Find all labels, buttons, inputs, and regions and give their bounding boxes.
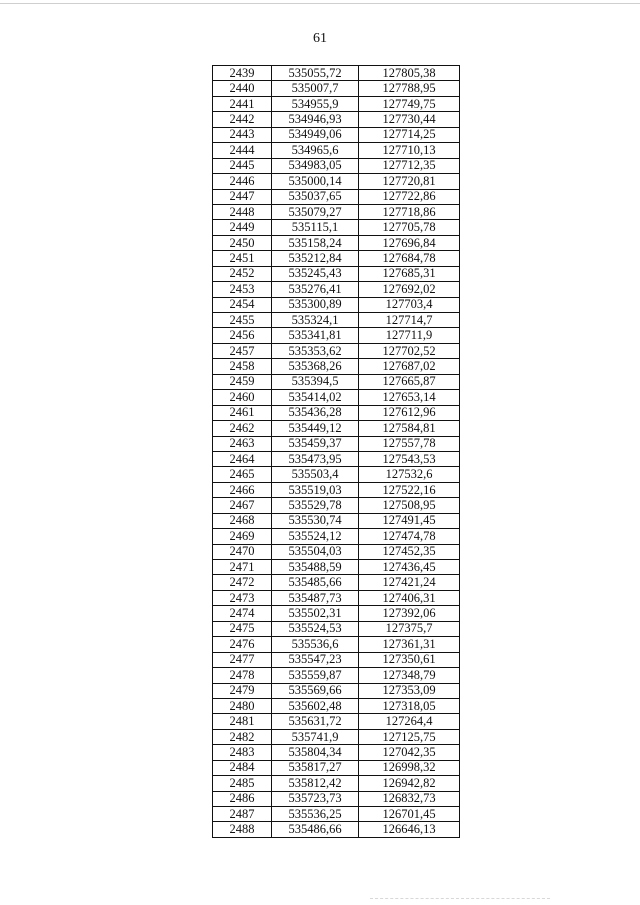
point-number-cell: 2456 [213,328,272,343]
y-coordinate-cell: 127361,31 [359,637,460,652]
point-number-cell: 2459 [213,374,272,389]
table-row [213,652,460,667]
y-coordinate-cell: 127703,4 [359,297,460,312]
x-coordinate-cell: 535488,59 [272,560,359,575]
x-coordinate-cell: 535519,03 [272,482,359,497]
table-row [213,575,460,590]
point-number-cell: 2441 [213,96,272,111]
x-coordinate-cell: 535817,27 [272,760,359,775]
x-coordinate-cell: 535079,27 [272,204,359,219]
table-row [213,343,460,358]
top-rule [0,3,640,4]
x-coordinate-cell: 535485,66 [272,575,359,590]
x-coordinate-cell: 535723,73 [272,791,359,806]
y-coordinate-cell: 127714,7 [359,313,460,328]
x-coordinate-cell: 535055,72 [272,66,359,81]
table-row [213,791,460,806]
point-number-cell: 2469 [213,529,272,544]
y-coordinate-cell: 127532,6 [359,467,460,482]
table-row [213,729,460,744]
point-number-cell: 2458 [213,359,272,374]
page-number: 61 [313,31,327,46]
x-coordinate-cell: 535459,37 [272,436,359,451]
x-coordinate-cell: 535529,78 [272,498,359,513]
table-row [213,282,460,297]
y-coordinate-cell: 126646,13 [359,822,460,837]
x-coordinate-cell: 535276,41 [272,282,359,297]
table-row [213,745,460,760]
y-coordinate-cell: 127557,78 [359,436,460,451]
point-number-cell: 2452 [213,266,272,281]
table-row [213,328,460,343]
table-row [213,560,460,575]
point-number-cell: 2476 [213,637,272,652]
x-coordinate-cell: 535007,7 [272,81,359,96]
y-coordinate-cell: 127125,75 [359,729,460,744]
point-number-cell: 2443 [213,127,272,142]
y-coordinate-cell: 127491,45 [359,513,460,528]
y-coordinate-cell: 127805,38 [359,66,460,81]
point-number-cell: 2447 [213,189,272,204]
point-number-cell: 2453 [213,282,272,297]
point-number-cell: 2482 [213,729,272,744]
table-row [213,266,460,281]
y-coordinate-cell: 127318,05 [359,698,460,713]
y-coordinate-cell: 127687,02 [359,359,460,374]
table-row [213,127,460,142]
y-coordinate-cell: 126701,45 [359,807,460,822]
table-row [213,204,460,219]
table-row [213,513,460,528]
x-coordinate-cell: 535473,95 [272,451,359,466]
x-coordinate-cell: 535212,84 [272,251,359,266]
x-coordinate-cell: 535353,62 [272,343,359,358]
point-number-cell: 2465 [213,467,272,482]
table-row [213,112,460,127]
y-coordinate-cell: 127788,95 [359,81,460,96]
x-coordinate-cell: 534946,93 [272,112,359,127]
point-number-cell: 2488 [213,822,272,837]
bottom-dashed-rule [370,898,550,899]
x-coordinate-cell: 535547,23 [272,652,359,667]
x-coordinate-cell: 535414,02 [272,390,359,405]
x-coordinate-cell: 534955,9 [272,96,359,111]
y-coordinate-cell: 127722,86 [359,189,460,204]
y-coordinate-cell: 127730,44 [359,112,460,127]
table-row [213,606,460,621]
x-coordinate-cell: 535536,6 [272,637,359,652]
table-row [213,421,460,436]
table-row [213,374,460,389]
table-row [213,81,460,96]
point-number-cell: 2483 [213,745,272,760]
table-row [213,822,460,837]
y-coordinate-cell: 127665,87 [359,374,460,389]
x-coordinate-cell: 535449,12 [272,421,359,436]
point-number-cell: 2477 [213,652,272,667]
y-coordinate-cell: 127692,02 [359,282,460,297]
point-number-cell: 2464 [213,451,272,466]
point-number-cell: 2440 [213,81,272,96]
table-row [213,220,460,235]
point-number-cell: 2486 [213,791,272,806]
table-row [213,668,460,683]
y-coordinate-cell: 127348,79 [359,668,460,683]
point-number-cell: 2471 [213,560,272,575]
x-coordinate-cell: 535530,74 [272,513,359,528]
table-row [213,467,460,482]
table-row [213,698,460,713]
table-row [213,251,460,266]
y-coordinate-cell: 127684,78 [359,251,460,266]
point-number-cell: 2475 [213,621,272,636]
x-coordinate-cell: 535524,12 [272,529,359,544]
y-coordinate-cell: 127436,45 [359,560,460,575]
table-row [213,297,460,312]
point-number-cell: 2473 [213,590,272,605]
point-number-cell: 2484 [213,760,272,775]
y-coordinate-cell: 127042,35 [359,745,460,760]
point-number-cell: 2481 [213,714,272,729]
y-coordinate-cell: 127353,09 [359,683,460,698]
point-number-cell: 2480 [213,698,272,713]
table-row [213,359,460,374]
x-coordinate-cell: 535487,73 [272,590,359,605]
y-coordinate-cell: 127584,81 [359,421,460,436]
table-row [213,313,460,328]
x-coordinate-cell: 535741,9 [272,729,359,744]
x-coordinate-cell: 535300,89 [272,297,359,312]
x-coordinate-cell: 535368,26 [272,359,359,374]
point-number-cell: 2479 [213,683,272,698]
table-row [213,683,460,698]
y-coordinate-cell: 127718,86 [359,204,460,219]
x-coordinate-cell: 535804,34 [272,745,359,760]
point-number-cell: 2461 [213,405,272,420]
coordinates-table [212,65,460,838]
point-number-cell: 2468 [213,513,272,528]
point-number-cell: 2472 [213,575,272,590]
table-row [213,189,460,204]
y-coordinate-cell: 127421,24 [359,575,460,590]
x-coordinate-cell: 535631,72 [272,714,359,729]
y-coordinate-cell: 127522,16 [359,482,460,497]
y-coordinate-cell: 127350,61 [359,652,460,667]
x-coordinate-cell: 535503,4 [272,467,359,482]
table-row [213,760,460,775]
x-coordinate-cell: 535502,31 [272,606,359,621]
y-coordinate-cell: 127702,52 [359,343,460,358]
table-row [213,143,460,158]
table-row [213,807,460,822]
y-coordinate-cell: 127543,53 [359,451,460,466]
point-number-cell: 2462 [213,421,272,436]
x-coordinate-cell: 535436,28 [272,405,359,420]
x-coordinate-cell: 535536,25 [272,807,359,822]
x-coordinate-cell: 534965,6 [272,143,359,158]
x-coordinate-cell: 535504,03 [272,544,359,559]
x-coordinate-cell: 535341,81 [272,328,359,343]
x-coordinate-cell: 535245,43 [272,266,359,281]
table-row [213,436,460,451]
point-number-cell: 2450 [213,235,272,250]
y-coordinate-cell: 127711,9 [359,328,460,343]
x-coordinate-cell: 534983,05 [272,158,359,173]
table-row [213,96,460,111]
y-coordinate-cell: 127264,4 [359,714,460,729]
point-number-cell: 2445 [213,158,272,173]
table-row [213,544,460,559]
point-number-cell: 2470 [213,544,272,559]
table-row [213,482,460,497]
table-row [213,714,460,729]
table-row [213,390,460,405]
x-coordinate-cell: 535524,53 [272,621,359,636]
table-row [213,158,460,173]
y-coordinate-cell: 127714,25 [359,127,460,142]
y-coordinate-cell: 127685,31 [359,266,460,281]
x-coordinate-cell: 535602,48 [272,698,359,713]
point-number-cell: 2439 [213,66,272,81]
y-coordinate-cell: 126942,82 [359,776,460,791]
y-coordinate-cell: 127710,13 [359,143,460,158]
point-number-cell: 2444 [213,143,272,158]
x-coordinate-cell: 535000,14 [272,174,359,189]
point-number-cell: 2442 [213,112,272,127]
x-coordinate-cell: 535559,87 [272,668,359,683]
table-row [213,529,460,544]
coordinates-table-body [213,66,460,838]
x-coordinate-cell: 535486,66 [272,822,359,837]
table-row [213,776,460,791]
table-row [213,174,460,189]
x-coordinate-cell: 535324,1 [272,313,359,328]
point-number-cell: 2487 [213,807,272,822]
point-number-cell: 2448 [213,204,272,219]
point-number-cell: 2451 [213,251,272,266]
y-coordinate-cell: 127653,14 [359,390,460,405]
table-row [213,405,460,420]
y-coordinate-cell: 127705,78 [359,220,460,235]
y-coordinate-cell: 127720,81 [359,174,460,189]
x-coordinate-cell: 534949,06 [272,127,359,142]
x-coordinate-cell: 535394,5 [272,374,359,389]
table-row [213,637,460,652]
y-coordinate-cell: 127612,96 [359,405,460,420]
y-coordinate-cell: 127406,31 [359,590,460,605]
table-row [213,590,460,605]
point-number-cell: 2455 [213,313,272,328]
y-coordinate-cell: 127375,7 [359,621,460,636]
y-coordinate-cell: 127508,95 [359,498,460,513]
x-coordinate-cell: 535115,1 [272,220,359,235]
y-coordinate-cell: 127749,75 [359,96,460,111]
y-coordinate-cell: 127392,06 [359,606,460,621]
y-coordinate-cell: 127696,84 [359,235,460,250]
point-number-cell: 2474 [213,606,272,621]
y-coordinate-cell: 126832,73 [359,791,460,806]
table-row [213,621,460,636]
point-number-cell: 2478 [213,668,272,683]
table-row [213,498,460,513]
x-coordinate-cell: 535569,66 [272,683,359,698]
point-number-cell: 2449 [213,220,272,235]
point-number-cell: 2446 [213,174,272,189]
y-coordinate-cell: 127452,35 [359,544,460,559]
x-coordinate-cell: 535812,42 [272,776,359,791]
point-number-cell: 2454 [213,297,272,312]
point-number-cell: 2485 [213,776,272,791]
point-number-cell: 2467 [213,498,272,513]
x-coordinate-cell: 535158,24 [272,235,359,250]
point-number-cell: 2460 [213,390,272,405]
y-coordinate-cell: 127474,78 [359,529,460,544]
table-row [213,451,460,466]
x-coordinate-cell: 535037,65 [272,189,359,204]
table-row [213,66,460,81]
point-number-cell: 2457 [213,343,272,358]
table-row [213,235,460,250]
point-number-cell: 2463 [213,436,272,451]
y-coordinate-cell: 126998,32 [359,760,460,775]
y-coordinate-cell: 127712,35 [359,158,460,173]
point-number-cell: 2466 [213,482,272,497]
